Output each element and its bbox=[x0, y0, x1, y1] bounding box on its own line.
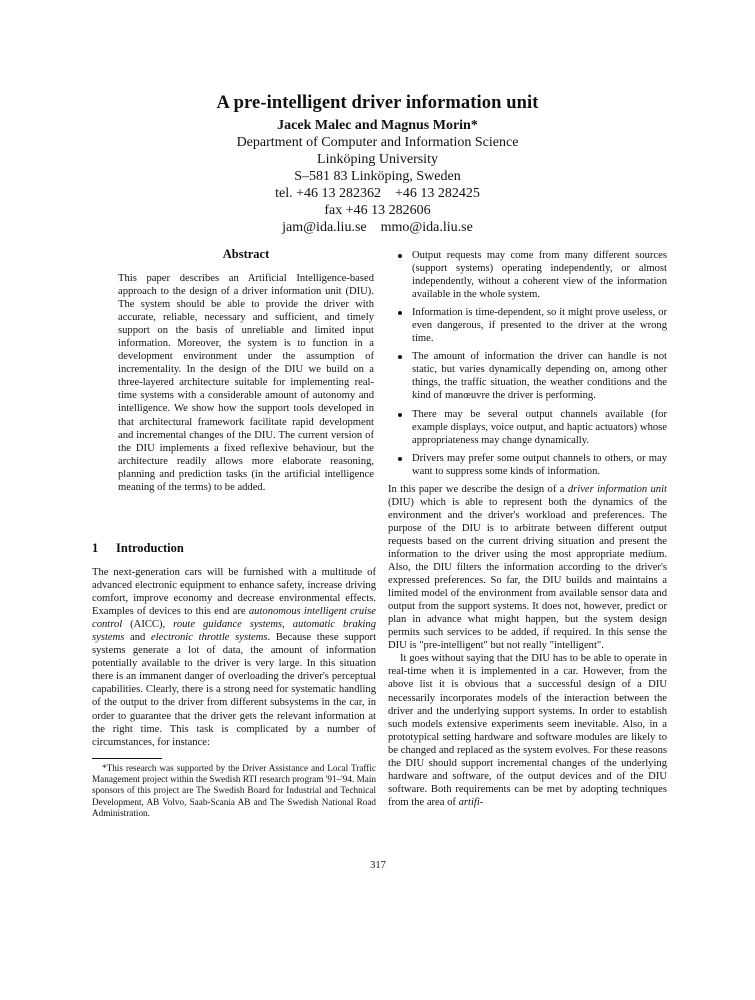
emails: jam@ida.liu.se mmo@ida.liu.se bbox=[282, 220, 473, 235]
emphasis: electronic throttle systems bbox=[151, 632, 268, 644]
department: Department of Computer and Information Science bbox=[236, 135, 519, 150]
text-run: It goes without saying that the DIU has to be able to operate in real-time when it is implemented in a car. However, from the above list it is obvious that a successful design of a DIU necessarily incorporates models of the interaction between the driver and the underlying support systems. In order to establish such models extensive experiments seem inevitable. Also, in a prototypical setting hardware and software modules are likely to be changed and replaced as the system evolves. For these reasons the DIU should support incremental changes of the underlying hardware and software, of the output devices and of the DIU software. Both requirements can be met by adopting techniques from the area of bbox=[388, 653, 667, 808]
text-run: The next-generation cars will be furnished with a multitude of advanced electronic equipment to enhance safety, increase driving comfort, improve economy and decrease environmental effects. Examples of devices to this end are bbox=[92, 567, 376, 618]
university: Linköping University bbox=[317, 152, 438, 167]
introduction-section bbox=[92, 540, 376, 820]
section-title: Introduction bbox=[116, 541, 184, 555]
footnote-divider bbox=[92, 758, 162, 759]
telephone: tel. +46 13 282362 +46 13 282425 bbox=[275, 186, 480, 201]
list-item bbox=[388, 408, 667, 447]
circumstances-list bbox=[388, 249, 667, 478]
intro-paragraph bbox=[92, 566, 376, 749]
body-paragraph bbox=[388, 483, 667, 653]
list-item bbox=[388, 350, 667, 402]
emphasis: driver information unit bbox=[567, 483, 667, 495]
bullet-icon bbox=[398, 457, 402, 461]
list-item-text: The amount of information the driver can handle is not static, but varies dynamically depending on, among other things, the traffic situation, the weather conditions and the kind of manœuvre the driver is performing. bbox=[412, 351, 667, 402]
emphasis: route guidance systems bbox=[173, 619, 283, 631]
bullet-icon bbox=[398, 311, 402, 315]
paper-header bbox=[150, 92, 605, 236]
bullet-icon bbox=[398, 254, 402, 258]
emphasis: automatic braking systems bbox=[92, 619, 377, 644]
text-run: , bbox=[282, 619, 293, 631]
list-item-text: Information is time-dependent, so it might prove useless, or even dangerous, if presented to the driver at the wrong time. bbox=[412, 307, 667, 345]
paper-title: A pre-intelligent driver information unit bbox=[216, 93, 539, 113]
right-column bbox=[388, 249, 667, 809]
address: S–581 83 Linköping, Sweden bbox=[294, 169, 461, 184]
list-item bbox=[388, 452, 667, 478]
footnote-text: *This research was supported by the Driver Assistance and Local Traffic Management project within the Swedish RTI research program '91–'94. Main sponsors of this project are The Swedish Board for Industrial and Technical Development, AB Volvo, Saab-Scania AB and The Swedish National Road Administration. bbox=[92, 762, 376, 819]
bullet-icon bbox=[398, 355, 402, 359]
list-item bbox=[388, 249, 667, 301]
list-item-text: There may be several output channels available (for example displays, voice output, and haptic actuators) whose appropriateness may change dynamically. bbox=[412, 408, 667, 446]
list-item bbox=[388, 306, 667, 345]
emphasis: artifi- bbox=[458, 796, 484, 808]
list-item-text: Output requests may come from many different sources (support systems) operating independently, or almost independently, without a coherent view of the information available in the whole system. bbox=[412, 250, 667, 301]
bullet-icon bbox=[398, 413, 402, 417]
page-number: 317 bbox=[370, 860, 386, 871]
text-run: and bbox=[124, 632, 152, 644]
abstract-text: This paper describes an Artificial Intelligence-based approach to the design of a driver information unit (DIU). The system should be able to provide the driver with accurate, reliable, necessary and sufficient, and timely support on the basis of unreliable and limited input information. Moreover, the system is to function in a development environment under the assumption of incrementality. In the design of the DIU we build on a three-layered architecture suitable for implementing real-time systems with a considerable amount of autonomy and intelligence. We show how the support tools developed in that architectural framework facilitate rapid development and incremental changes of the DIU. The current version of the DIU implements a fixed reflexive behaviour, but the architecture readily allows more elaborate reasoning, planning and prediction tasks (in the artificial intelligence meaning of the terms) to be added. bbox=[118, 273, 374, 493]
emphasis: autonomous intelligent cruise control bbox=[92, 606, 376, 631]
text-run: (DIU) which is able to represent both the dynamics of the environment and the driver's workload and preferences. The purpose of the DIU is to arbitrate between different output requests based on the current driving situation and present the information to the driver using the most appropriate medium. Also, the DIU filters the information according to the driver's expressed preferences. So far, the DIU builds and maintains a limited model of the environment from available sensor data and output from the support systems. It does not, however, predict or plan in advance what might happen, but the system design permits such services to be added, if required. In this sense the DIU is "pre-intelligent" but not really "intelligent". bbox=[388, 496, 667, 652]
footnote bbox=[92, 763, 376, 820]
fax: fax +46 13 282606 bbox=[324, 203, 431, 218]
text-run: (AICC), bbox=[122, 619, 174, 631]
section-number: 1 bbox=[92, 541, 99, 555]
abstract-heading: Abstract bbox=[222, 247, 270, 261]
text-run: In this paper we describe the design of a bbox=[388, 483, 568, 495]
list-item-text: Drivers may prefer some output channels to others, or may want to suppress some kinds of information. bbox=[412, 452, 667, 477]
section-heading bbox=[92, 540, 376, 556]
authors: Jacek Malec and Magnus Morin* bbox=[277, 118, 478, 133]
abstract-section bbox=[118, 246, 374, 494]
body-paragraph bbox=[388, 652, 667, 809]
text-run: . Because these support systems generate a lot of data, the amount of information potentially available to the driver is very large. In this situation there is an immanent danger of overloading the driver's perceptual capabilities. Clearly, there is a strong need for systematic handling of the output to the driver from different subsystems in the car, in order to guarantee that the driver gets the relevant information at the right time. This task is complicated by a number of circumstances, for instance: bbox=[92, 632, 377, 748]
